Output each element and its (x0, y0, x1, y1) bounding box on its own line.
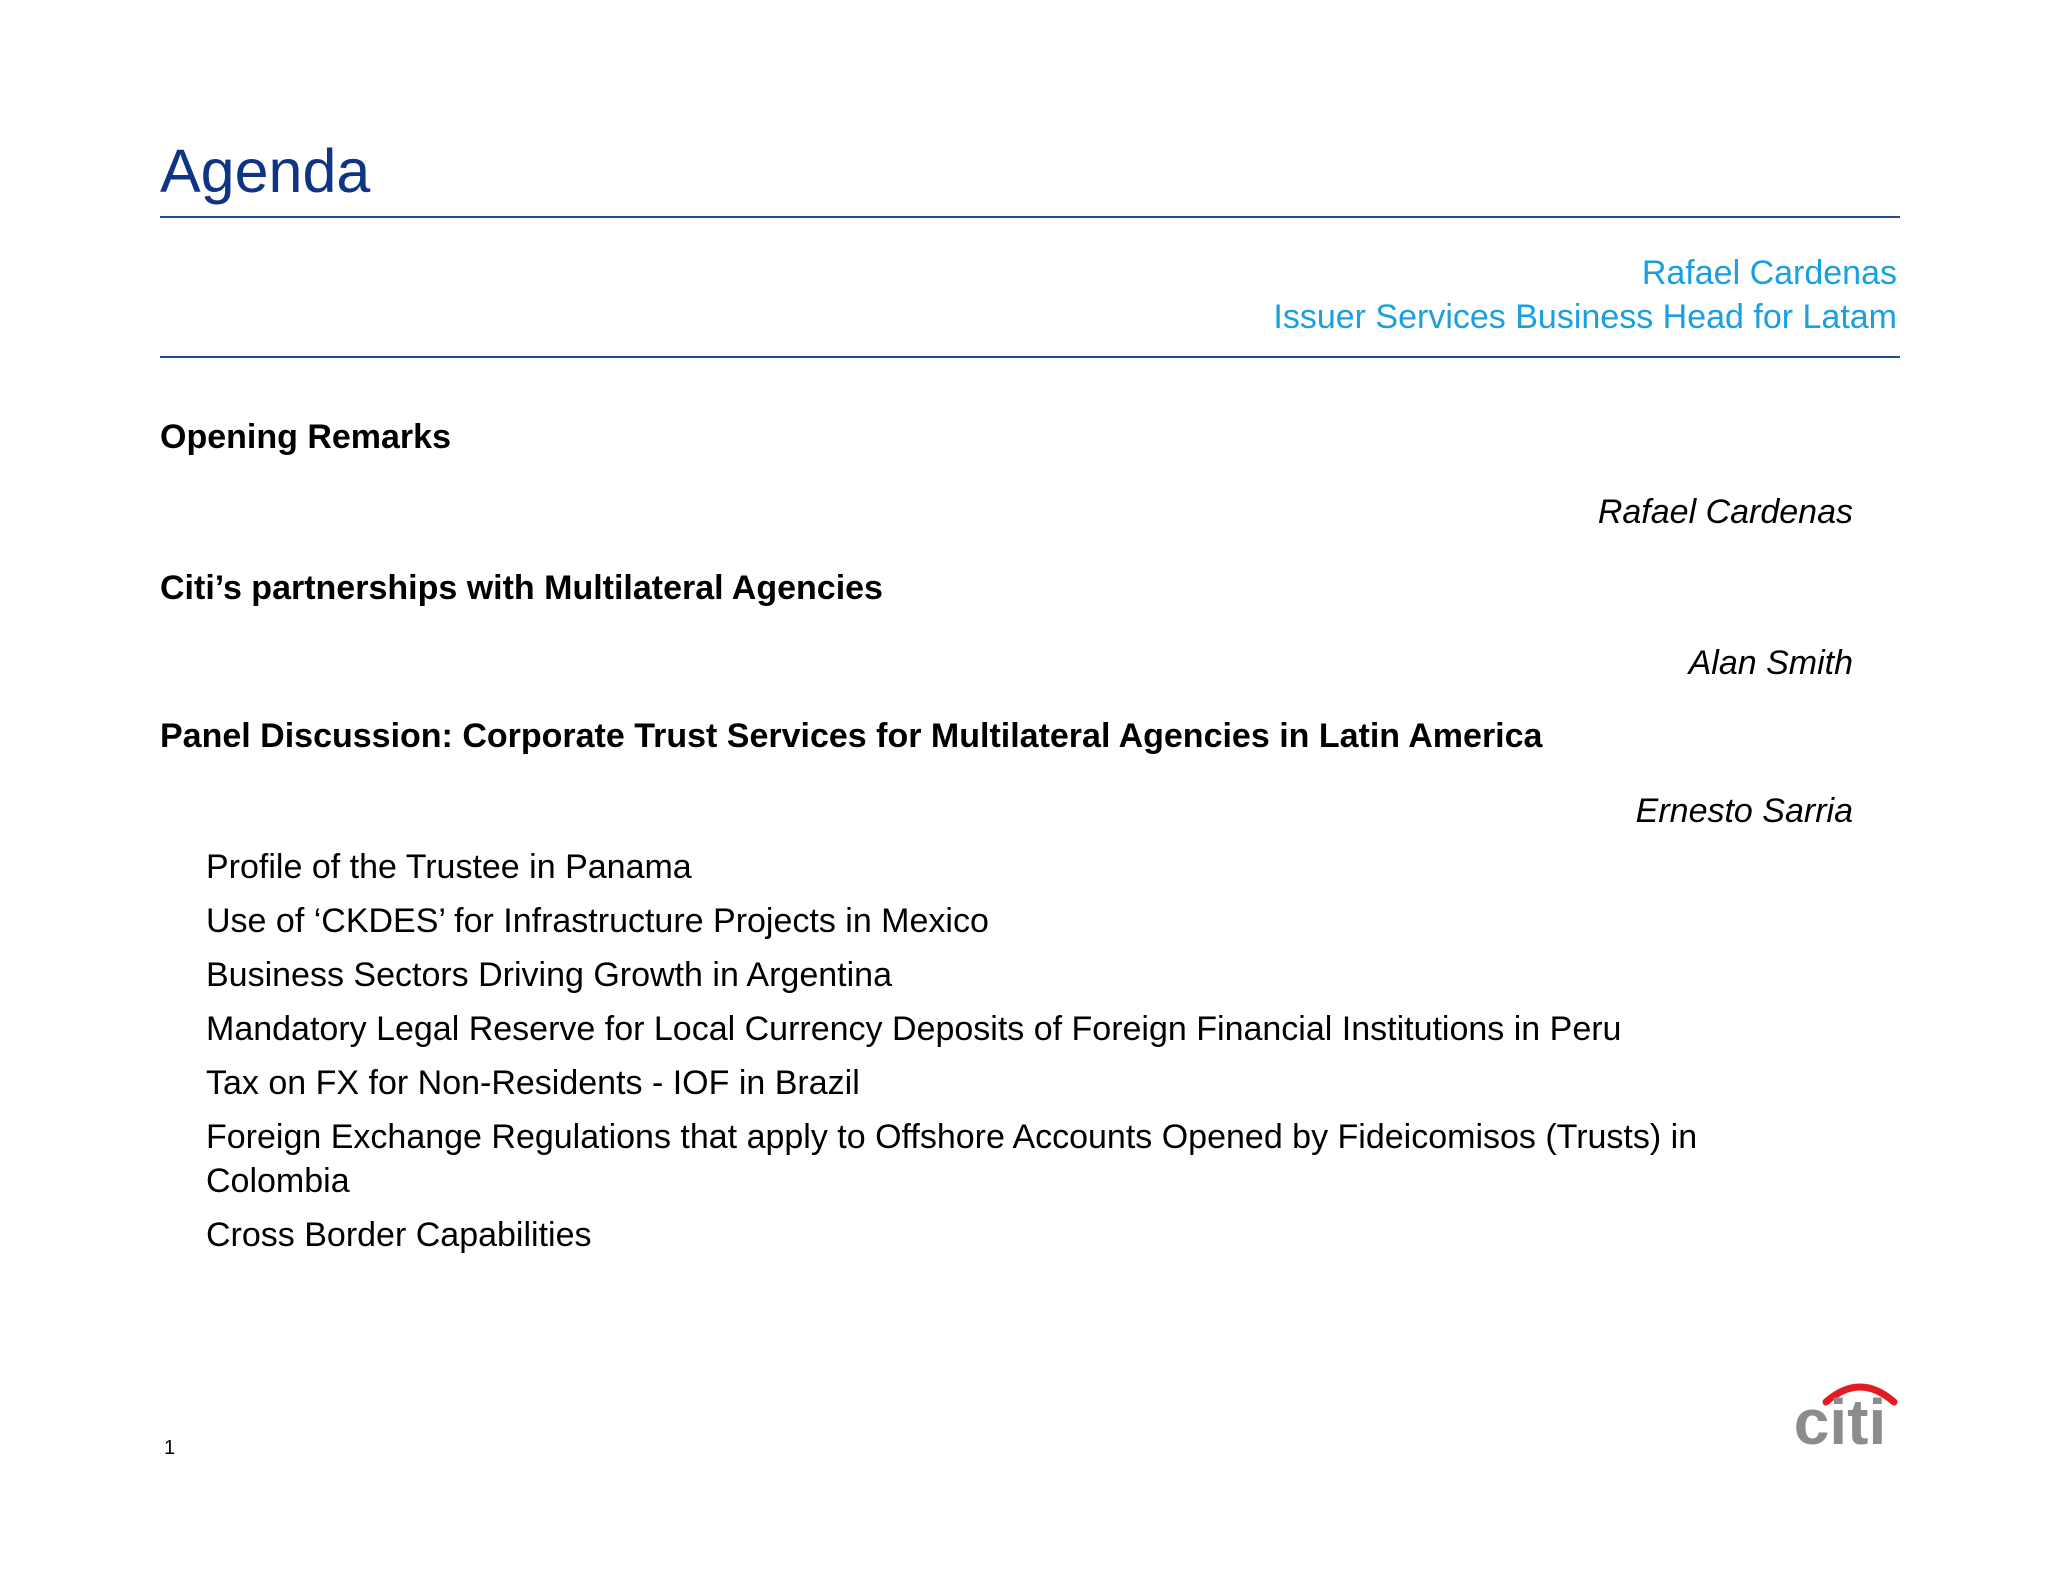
list-item: Cross Border Capabilities (206, 1216, 592, 1254)
list-item: Foreign Exchange Regulations that apply to Offshore Accounts Opened by Fideicomisos (Trusts) in Colombia (206, 1118, 1698, 1200)
list-item: Use of ‘CKDES’ for Infrastructure Projects in Mexico (206, 902, 989, 940)
page-number: 1 (164, 1437, 176, 1459)
list-item: Profile of the Trustee in Panama (206, 848, 692, 886)
list-item: Tax on FX for Non-Residents - IOF in Brazil (206, 1064, 860, 1102)
agenda-heading-opening-remarks: Opening Remarks (160, 418, 451, 456)
agenda-speaker-opening-remarks: Rafael Cardenas (1597, 493, 1853, 531)
page-title: Agenda (160, 137, 371, 205)
citi-logo-icon (1782, 1378, 1898, 1448)
title-divider (160, 216, 1900, 218)
agenda-speaker-partnerships: Alan Smith (1688, 644, 1853, 682)
agenda-heading-partnerships: Citi’s partnerships with Multilateral Agencies (160, 569, 883, 607)
presenter-divider (160, 356, 1900, 358)
presenter-name: Rafael Cardenas (1641, 254, 1897, 292)
list-item: Mandatory Legal Reserve for Local Currency Deposits of Foreign Financial Institutions in Peru (206, 1010, 1622, 1048)
logo-wordmark: citi (1793, 1386, 1887, 1448)
panel-topic-list (206, 845, 1836, 1267)
agenda-heading-panel-discussion: Panel Discussion: Corporate Trust Services for Multilateral Agencies in Latin America (160, 717, 1543, 755)
list-item: Business Sectors Driving Growth in Argentina (206, 956, 892, 994)
presenter-role: Issuer Services Business Head for Latam (1273, 298, 1897, 336)
agenda-speaker-panel-discussion: Ernesto Sarria (1635, 792, 1853, 830)
